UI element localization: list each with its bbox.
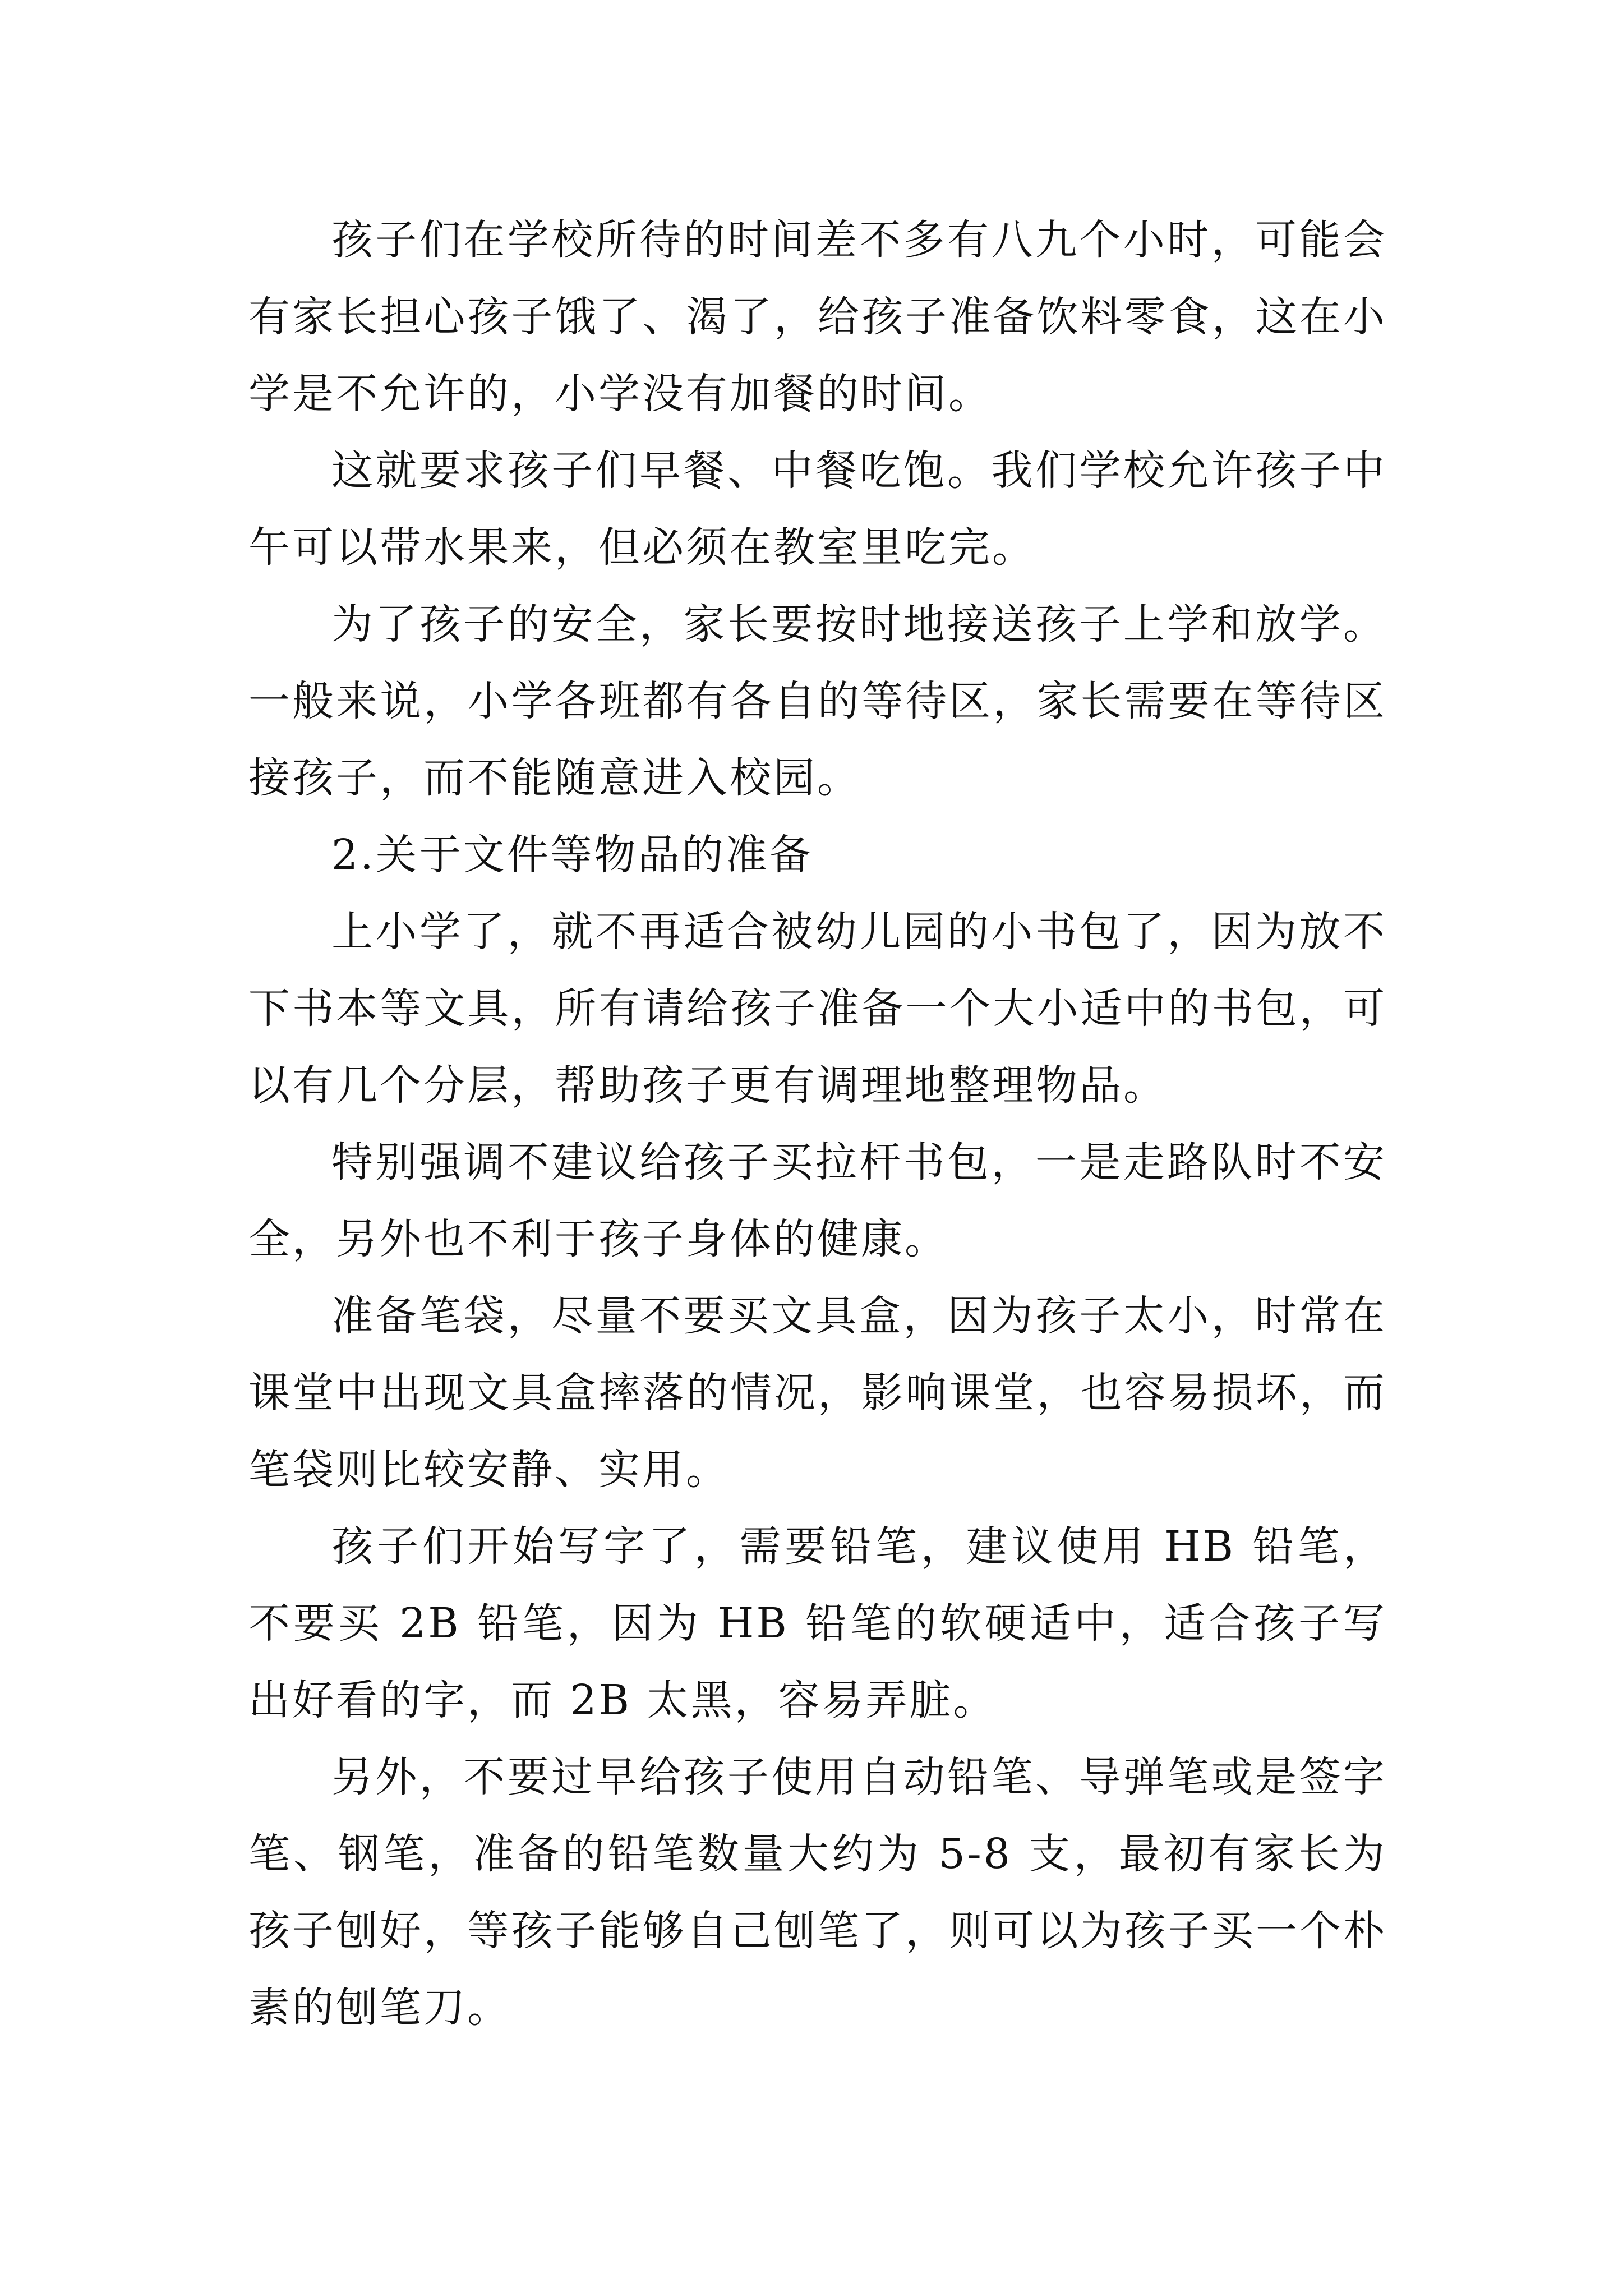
paragraph-5: 特别强调不建议给孩子买拉杆书包，一是走路队时不安全，另外也不利于孩子身体的健康。 (248, 1138, 1387, 1263)
paragraph-3: 为了孩子的安全，家长要按时地接送孩子上学和放学。一般来说，小学各班都有各自的等待区，家长需要在等待区接孩子，而不能随意进入校园。 (248, 600, 1387, 802)
paragraph-6: 准备笔袋，尽量不要买文具盒，因为孩子太小，时常在课堂中出现文具盒摔落的情况，影响课堂，也容易损坏，而笔袋则比较安静、实用。 (248, 1292, 1387, 1494)
paragraph-8: 另外，不要过早给孩子使用自动铅笔、导弹笔或是签字笔、钢笔，准备的铅笔数量大约为 5-8 支，最初有家长为孩子刨好，等孩子能够自己刨笔了，则可以为孩子买一个朴素的刨笔刀。 (248, 1753, 1387, 2032)
paragraph-2: 这就要求孩子们早餐、中餐吃饱。我们学校允许孩子中午可以带水果来，但必须在教室里吃完。 (248, 447, 1387, 572)
paragraph-7: 孩子们开始写字了，需要铅笔，建议使用 HB 铅笔，不要买 2B 铅笔，因为 HB 铅笔的软硬适中，适合孩子写出好看的字，而 2B 太黑，容易弄脏。 (248, 1522, 1387, 1724)
paragraph-1: 孩子们在学校所待的时间差不多有八九个小时，可能会有家长担心孩子饿了、渴了，给孩子准备饮料零食，这在小学是不允许的，小学没有加餐的时间。 (248, 216, 1387, 418)
section-heading: 2.关于文件等物品的准备 (331, 831, 813, 879)
paragraph-4: 上小学了，就不再适合被幼儿园的小书包了，因为放不下书本等文具，所有请给孩子准备一个大小适中的书包，可以有几个分层，帮助孩子更有调理地整理物品。 (248, 908, 1387, 1110)
document-body (248, 202, 1387, 2046)
